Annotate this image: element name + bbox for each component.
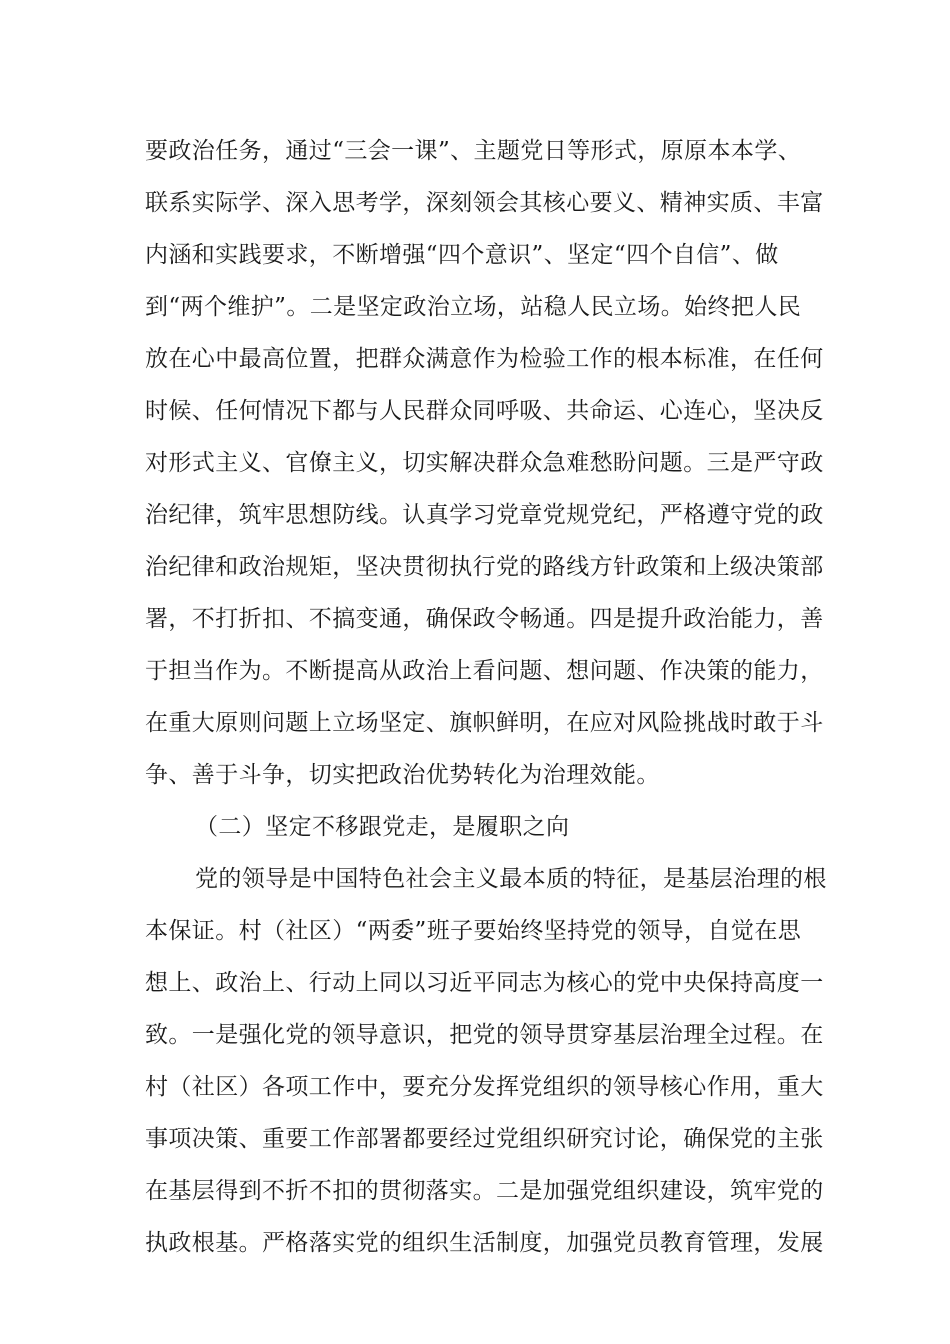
section-heading: （二）坚定不移跟党走，是履职之向 [195, 814, 570, 840]
text-line: 联系实际学、深入思考学，深刻领会其核心要义、精神实质、丰富 [145, 190, 824, 216]
text-line: 署，不打折扣、不搞变通，确保政令畅通。四是提升政治能力，善 [145, 606, 824, 632]
text-line: 内涵和实践要求，不断增强“四个意识”、坚定“四个自信”、做 [145, 242, 779, 268]
text-line: 在基层得到不折不扣的贯彻落实。二是加强党组织建设，筑牢党的 [145, 1178, 824, 1204]
text-line: 争、善于斗争，切实把政治优势转化为治理效能。 [145, 762, 660, 788]
text-line: 治纪律和政治规矩，坚决贯彻执行党的路线方针政策和上级决策部 [145, 554, 824, 580]
text-line: 事项决策、重要工作部署都要经过党组织研究讨论，确保党的主张 [145, 1126, 824, 1152]
text-line: 党的领导是中国特色社会主义最本质的特征，是基层治理的根 [195, 866, 827, 892]
text-line: 致。一是强化党的领导意识，把党的领导贯穿基层治理全过程。在 [145, 1022, 824, 1048]
text-line: 想上、政治上、行动上同以习近平同志为核心的党中央保持高度一 [145, 970, 824, 996]
text-line: 到“两个维护”。二是坚定政治立场，站稳人民立场。始终把人民 [145, 294, 802, 320]
text-line: 村（社区）各项工作中，要充分发挥党组织的领导核心作用，重大 [145, 1074, 824, 1100]
text-line: 执政根基。严格落实党的组织生活制度，加强党员教育管理，发展 [145, 1230, 824, 1256]
text-line: 于担当作为。不断提高从政治上看问题、想问题、作决策的能力， [145, 658, 824, 684]
text-line: 放在心中最高位置，把群众满意作为检验工作的根本标准，在任何 [145, 346, 824, 372]
text-line: 在重大原则问题上立场坚定、旗帜鲜明，在应对风险挑战时敢于斗 [145, 710, 824, 736]
text-line: 时候、任何情况下都与人民群众同呼吸、共命运、心连心，坚决反 [145, 398, 824, 424]
text-line: 本保证。村（社区）“两委”班子要始终坚持党的领导，自觉在思 [145, 918, 802, 944]
text-line: 治纪律，筑牢思想防线。认真学习党章党规党纪，严格遵守党的政 [145, 502, 824, 528]
text-line: 要政治任务，通过“三会一课”、主题党日等形式，原原本本学、 [145, 138, 802, 164]
text-line: 对形式主义、官僚主义，切实解决群众急难愁盼问题。三是严守政 [145, 450, 824, 476]
